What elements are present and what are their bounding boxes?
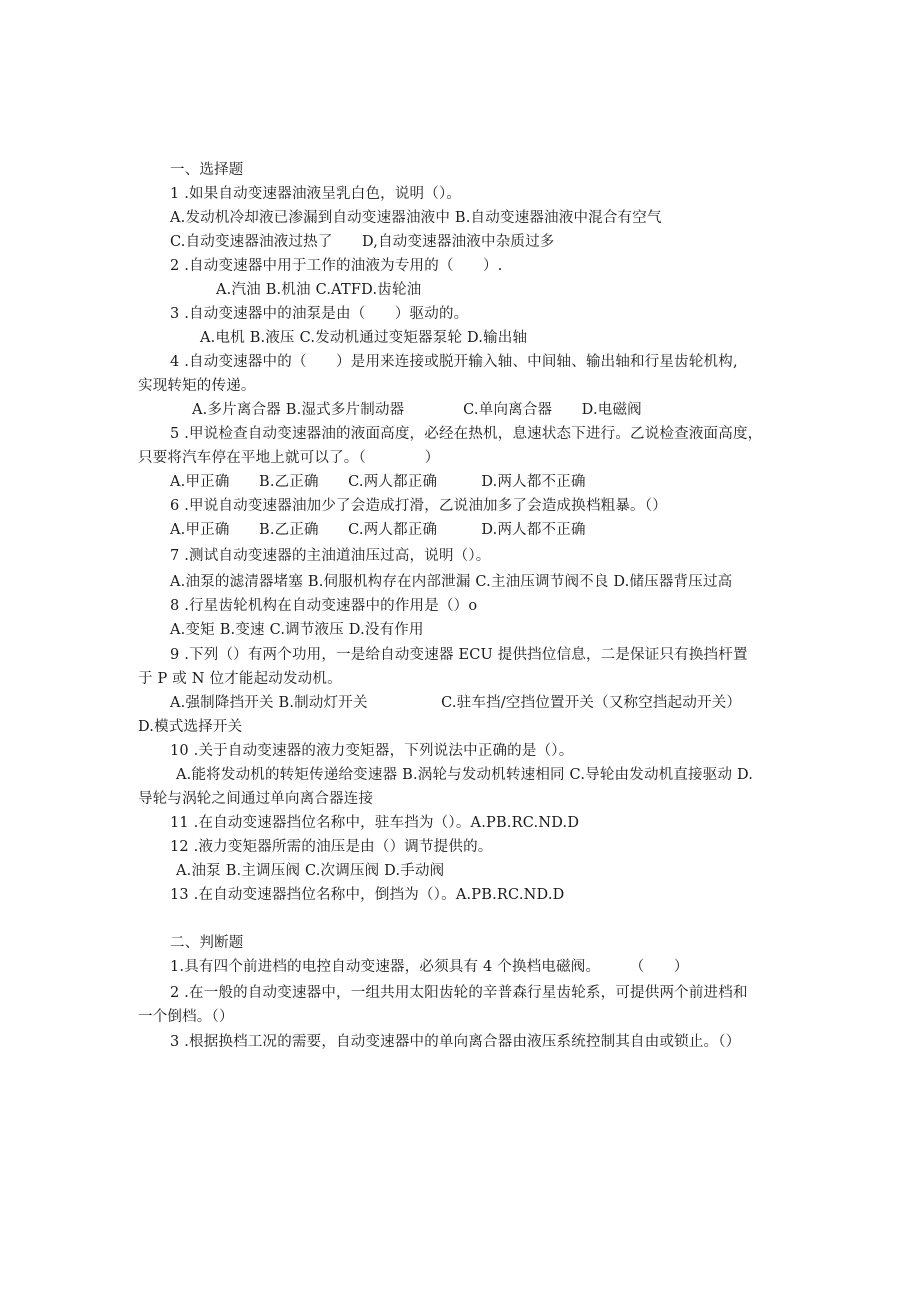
option-line: A.油泵 B.主调压阀 C.次调压阀 D.手动阀 (176, 863, 445, 879)
section-heading-choice: 一、选择题 (170, 162, 244, 178)
option-line: A.甲正确 B.乙正确 C.两人都正确 D.两人都不正确 (170, 474, 586, 490)
section-heading-judgment: 二、判断题 (170, 935, 244, 951)
option-line: A.变矩 B.变速 C.调节液压 D.没有作用 (170, 622, 424, 638)
question-line: 7 .测试自动变速器的主油道油压过高，说明（）。 (170, 548, 491, 564)
question-line: 6 .甲说自动变速器油加少了会造成打滑，乙说油加多了会造成换档粗暴。（） (170, 498, 667, 514)
question-line: 8 .行星齿轮机构在自动变速器中的作用是（）o (170, 598, 478, 614)
question-line-continued: 只要将汽车停在平地上就可以了。（ ） (138, 450, 440, 466)
option-line: A.强制降挡开关 B.制动灯开关 C.驻车挡/空挡位置开关（又称空挡起动开关） (170, 695, 742, 711)
judgment-line-continued: 一个倒档。（） (138, 1009, 234, 1025)
option-line-continued: D.模式选择开关 (138, 719, 243, 735)
question-line-continued: 实现转矩的传递。 (138, 378, 256, 394)
question-line: 5 .甲说检查自动变速器油的液面高度，必经在热机，息速状态下进行。乙说检查液面高度， (170, 426, 763, 442)
option-line: A.多片离合器 B.湿式多片制动器 C.单向离合器 D.电磁阀 (192, 402, 642, 418)
option-line: A.甲正确 B.乙正确 C.两人都正确 D.两人都不正确 (170, 522, 586, 538)
option-line: A.油泵的滤清器堵塞 B.伺服机构存在内部泄漏 C.主油压调节阀不良 D.储压器背压过高 (170, 574, 733, 590)
question-line: 4 .自动变速器中的（ ）是用来连接或脱开输入轴、中间轴、输出轴和行星齿轮机构, (170, 354, 738, 370)
option-line-continued: 导轮与涡轮之间通过单向离合器连接 (138, 791, 374, 807)
question-line: 3 .自动变速器中的油泵是由（ ）驱动的。 (170, 306, 469, 322)
judgment-line: 3 .根据换档工况的需要，自动变速器中的单向离合器由液压系统控制其自由或锁止。（） (170, 1034, 741, 1050)
option-line: A.电机 B.液压 C.发动机通过变矩器泵轮 D.输出轴 (200, 330, 528, 346)
question-line: 12 .液力变矩器所需的油压是由（）调节提供的。 (170, 839, 493, 855)
option-line: A.能将发动机的转矩传递给变速器 B.涡轮与发动机转速相同 C.导轮由发动机直接驱动 D. (176, 767, 754, 783)
question-line: 1 .如果自动变速器油液呈乳白色，说明（）。 (170, 186, 462, 202)
option-line: A.发动机冷却液已渗漏到自动变速器油液中 B.自动变速器油液中混合有空气 (170, 210, 662, 226)
question-line: 11 .在自动变速器挡位名称中，驻车挡为（）。A.PB.RC.ND.D (170, 815, 580, 831)
question-line: 10 .关于自动变速器的液力变矩器，下列说法中正确的是（）。 (170, 743, 574, 759)
question-line: 13 .在自动变速器挡位名称中，倒挡为（）。A.PB.RC.ND.D (170, 887, 565, 903)
judgment-line: 1.具有四个前进档的电控自动变速器，必须具有 4 个换档电磁阀。 （ ） (170, 959, 689, 975)
option-line: C.自动变速器油液过热了 D,自动变速器油液中杂质过多 (170, 234, 555, 250)
judgment-line: 2 .在一般的自动变速器中，一组共用太阳齿轮的辛普森行星齿轮系，可提供两个前进档和 (170, 985, 748, 1001)
question-line-continued: 于 P 或 N 位才能起动发动机。 (138, 671, 342, 687)
question-line: 2 .自动变速器中用于工作的油液为专用的（ ）. (170, 258, 503, 274)
question-line: 9 .下列（）有两个功用，一是给自动变速器 ECU 提供挡位信息，二是保证只有换挡杆置 (170, 647, 748, 663)
option-line: A.汽油 B.机油 C.ATFD.齿轮油 (216, 282, 422, 298)
